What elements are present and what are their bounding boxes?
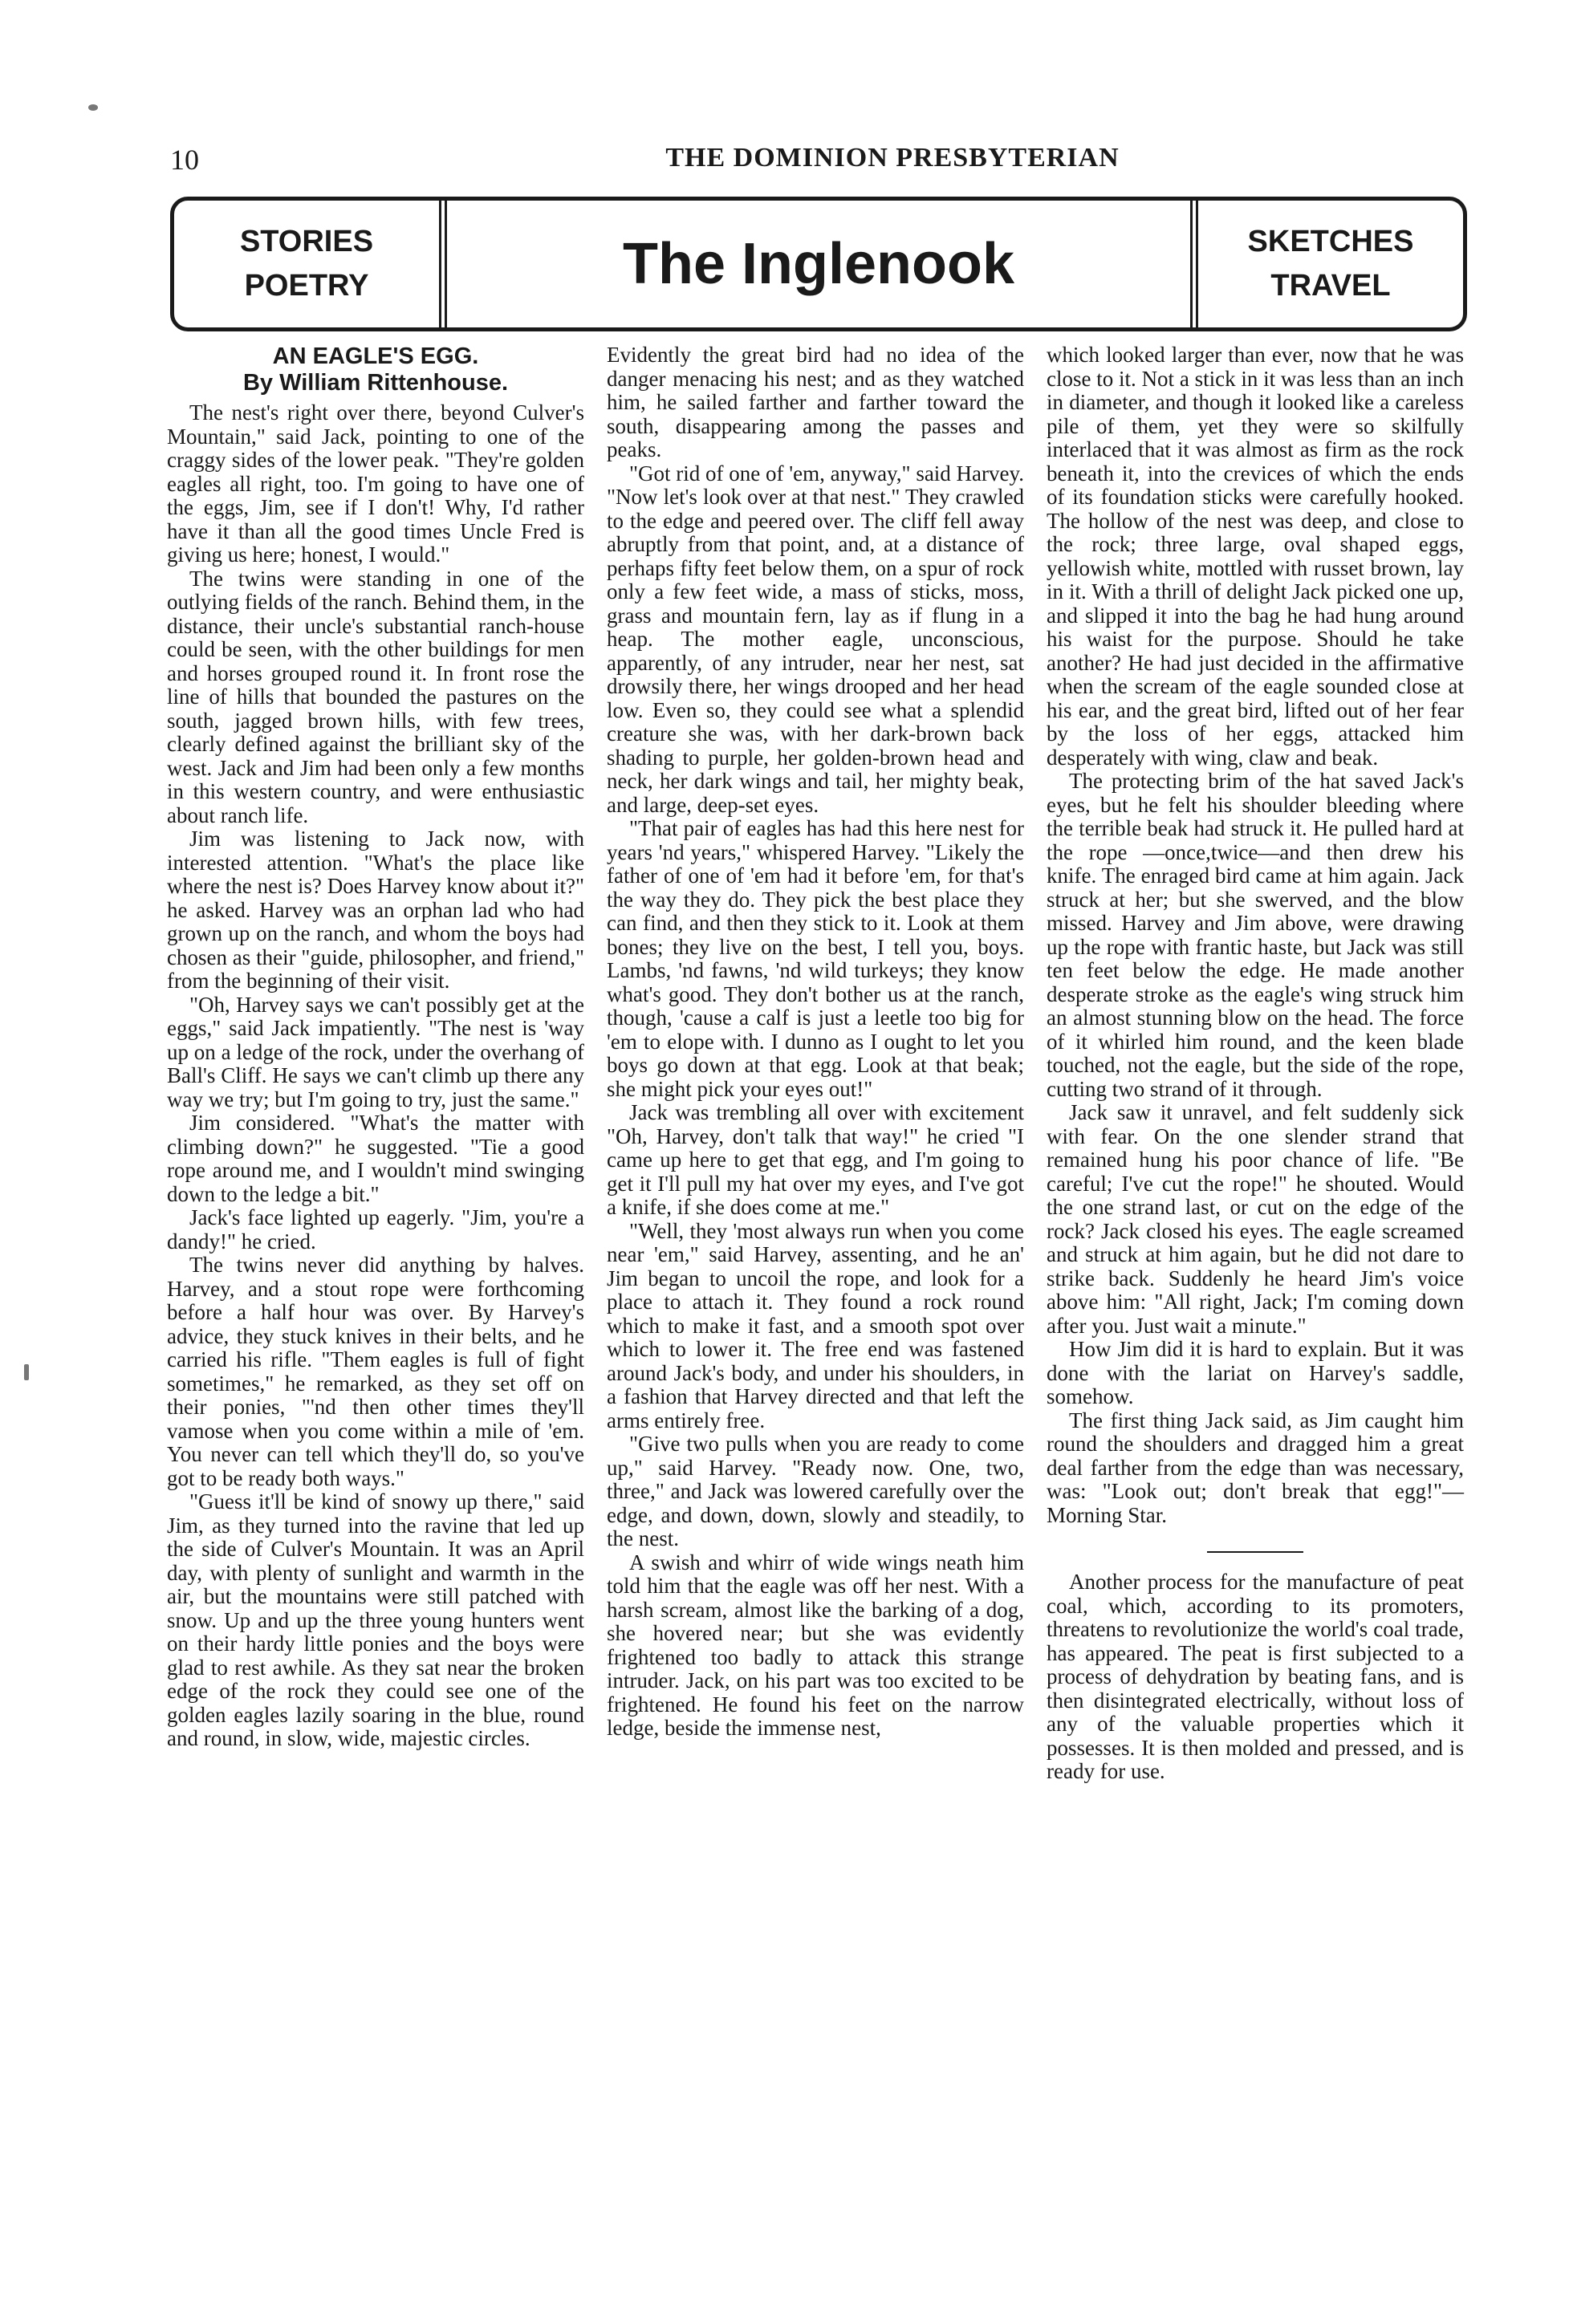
- paragraph: The twins were standing in one of the outlying fields of the ranch. Behind them, in the distance, their uncle's substantial ranch-house could be seen, with the other buildings for men and horses grouped round it. In front rose the line of hills that bounded the pastures on the south, jagged brown hills, with few trees, clearly defined against the brilliant sky of the west. Jack and Jim had been only a few months in this western country, and were enthusiastic about ranch life.: [167, 566, 584, 827]
- column-3: [1047, 343, 1464, 2189]
- column-2: [607, 343, 1024, 2189]
- paragraph: How Jim did it is hard to explain. But it was done with the lariat on Harvey's saddle, somehow.: [1047, 1337, 1464, 1408]
- paragraph: "Guess it'll be kind of snowy up there," said Jim, as they turned into the ravine that led up the side of Culver's Mountain. It was an April day, with plenty of sunlight and warmth in the air, but the mountains were still patched with snow. Up and up the three young hunters went on their hardy little ponies and the boys were glad to rest awhile. As they sat near the broken edge of the rock they could see one of the golden eagles lazily soaring in the blue, round and round, in slow, wide, majestic circles.: [167, 1489, 584, 1750]
- paragraph: "That pair of eagles has had this here nest for years 'nd years," whispered Harvey. "Likely the father of one of 'em had it before 'em, for that's the way they do. They pick the best place they can find, and then they stick to it. Look at them bones; they live on the best, I tell you, boys. Lambs, 'nd fawns, 'nd wild turkeys; they know what's good. They don't bother us at the ranch, though, 'cause a calf is just a leetle too big for 'em to elope with. I dunno as I ought to let you boys go down at that egg. Look at that beak; she might pick your eyes out!": [607, 816, 1024, 1101]
- paragraph: Jack was trembling all over with excitement "Oh, Harvey, don't talk that way!" he cried "I came up here to get that egg, and I'm going to get it I'll pull my hat over my eyes, and I've got a knife, if she does come at me.": [607, 1100, 1024, 1219]
- paragraph: "Well, they 'most always run when you come near 'em," said Harvey, assenting, and he an' Jim began to uncoil the rope, and look for a place to attach it. They found a rock round which to make it fast, and a smooth spot over which to lower it. The free end was fastened around Jack's body, and under his shoulders, in a fashion that Harvey directed and that left the arms entirely free.: [607, 1218, 1024, 1432]
- story-byline: By William Rittenhouse.: [242, 370, 509, 396]
- paragraph: "Oh, Harvey says we can't possibly get at the eggs," said Jack impatiently. "The nest is 'way up on a ledge of the rock, under the overhang of Ball's Cliff. He says we can't climb up there any way we try; but I'm going to try, just the same.": [167, 992, 584, 1111]
- article-separator: [1207, 1551, 1303, 1553]
- section-title: The Inglenook: [622, 232, 1014, 296]
- banner-right-line-1: SKETCHES: [1247, 224, 1414, 258]
- banner-right-box: [1190, 201, 1463, 327]
- page-number: 10: [170, 144, 199, 176]
- paragraph: The protecting brim of the hat saved Jack's eyes, but he felt his shoulder bleeding where the terrible beak had struck it. He pulled hard at the rope —once,twice—and then drew his knife. The enraged bird came at him again. Jack struck at her; but she swerved, and the blow missed. Harvey and Jim above, were drawing up the rope with frantic haste, but Jack was still ten feet below the edge. He made another desperate stroke as the eagle's wing struck him an almost stunning blow on the head. The force of it whirled him round, and the keen blade touched, not the eagle, but the side of the rope, cutting two strand of it through.: [1047, 769, 1464, 1101]
- scan-speck: [24, 1364, 29, 1380]
- paragraph: Jim considered. "What's the matter with climbing down?" he suggested. "Tie a good rope around me, and I wouldn't mind swinging down to the ledge a bit.": [167, 1111, 584, 1206]
- paragraph: Jim was listening to Jack now, with interested attention. "What's the place like where the nest is? Does Harvey know about it?" he asked. Harvey was an orphan lad who had grown up on the ranch, and whom the boys had chosen as their "guide, philosopher, and friend," from the beginning of their visit.: [167, 827, 584, 993]
- paragraph: A swish and whirr of wide wings neath him told him that the eagle was off her nest. With a harsh scream, almost like the barking of a dog, she hovered near; but she was evidently frightened too badly to attack this strange intruder. Jack, on his part was too excited to be frightened. He found his feet on the narrow ledge, beside the immense nest,: [607, 1550, 1024, 1740]
- banner-left-box: [174, 201, 447, 327]
- story-title: AN EAGLE'S EGG.: [272, 343, 479, 369]
- page-header: [170, 143, 1374, 180]
- paragraph: Jack's face lighted up eagerly. "Jim, you're a dandy!" he cried.: [167, 1205, 584, 1253]
- column-1: [167, 343, 584, 2189]
- banner-left-line-1: STORIES: [239, 224, 374, 258]
- paragraph: The nest's right over there, beyond Culver's Mountain," said Jack, pointing to one of the craggy sides of the lower peak. "They're golden eagles all right, too. I'm going to have one of the eggs, Jim, see if I don't! Why, I'd rather have it than all the good times Uncle Fred is giving us here; honest, I would.": [167, 400, 584, 567]
- banner-left-line-2: POETRY: [244, 269, 369, 303]
- paragraph: "Give two pulls when you are ready to come up," said Harvey. "Ready now. One, two, three," and Jack was lowered carefully over the edge, and down, down, slowly and steadily, to the nest.: [607, 1432, 1024, 1550]
- banner-right-line-2: TRAVEL: [1270, 269, 1391, 303]
- paragraph: The twins never did anything by halves. Harvey, and a stout rope were forthcoming before a half hour was over. By Harvey's advice, they stuck knives in their belts, and he carried his rifle. "Them eagles is full of fight sometimes," he remarked, as they set off on their ponies, "'nd then other times they'll vamose when you come within a mile of 'em. You never can tell which they'll do, so you've got to be ready both ways.": [167, 1253, 584, 1490]
- scan-speck: [88, 104, 98, 111]
- paragraph: The first thing Jack said, as Jim caught him round the shoulders and dragged him a great deal farther from the edge than was necessary, was: "Look out; don't break that egg!"—Morning Star.: [1047, 1408, 1464, 1527]
- paragraph: which looked larger than ever, now that he was close to it. Not a stick in it was less than an inch in diameter, and though it looked like a careless pile of them, yet they were so skilfully interlaced that it was almost as firm as the rock beneath it, into the crevices of which the ends of its foundation sticks were carefully hooked. The hollow of the nest was deep, and close to the rock; three large, oval shaped eggs, yellowish white, mottled with russet brown, lay in it. With a thrill of delight Jack picked one up, and slipped it into the bag he had hung around his waist for the purpose. Should he take another? He had just decided in the affirmative when the scream of the eagle sounded close at his ear, and the great bird, lifted out of her fear by the loss of her eggs, attacked him desperately with wing, claw and beak.: [1047, 343, 1464, 770]
- paragraph: "Got rid of one of 'em, anyway," said Harvey. "Now let's look over at that nest." They crawled to the edge and peered over. The cliff fell away abruptly from that point, and, at a distance of perhaps fifty feet below them, on a spur of rock only a few feet wide, a mass of sticks, moss, grass and mountain fern, lay as if flung in a heap. The mother eagle, unconscious, apparently, of any intruder, near her nest, sat drowsily there, her wings drooped and her head low. Even so, they could see what a splendid creature she was, with her dark-brown back shading to purple, her golden-brown head and neck, her dark wings and tail, her mighty beak, and large, deep-set eyes.: [607, 461, 1025, 817]
- section-banner: [170, 197, 1467, 331]
- article-columns: [167, 343, 1467, 2189]
- journal-title: THE DOMINION PRESBYTERIAN: [665, 143, 1120, 173]
- paragraph: Jack saw it unravel, and felt suddenly sick with fear. On the one slender strand that remained hung his poor chance of life. "Be careful; I've cut the rope!" he shouted. Would the one strand last, or cut on the edge of the rock? Jack closed his eyes. The eagle screamed and struck at him again, but he did not dare to strike back. Suddenly he heard Jim's voice above him: "All right, Jack; I'm coming down after you. Just wait a minute.": [1047, 1100, 1464, 1338]
- paragraph: Evidently the great bird had no idea of the danger menacing his nest; and as they watched him, he sailed farther and farther toward the south, disappearing among the passes and peaks.: [607, 343, 1024, 461]
- paragraph: Another process for the manufacture of peat coal, which, according to its promoters, threatens to revolutionize the world's coal trade, has appeared. The peat is first subjected to a process of dehydration by beating fans, and is then disintegrated electrically, without loss of any of the valuable properties which it possesses. It is then molded and pressed, and is ready for use.: [1047, 1570, 1464, 1783]
